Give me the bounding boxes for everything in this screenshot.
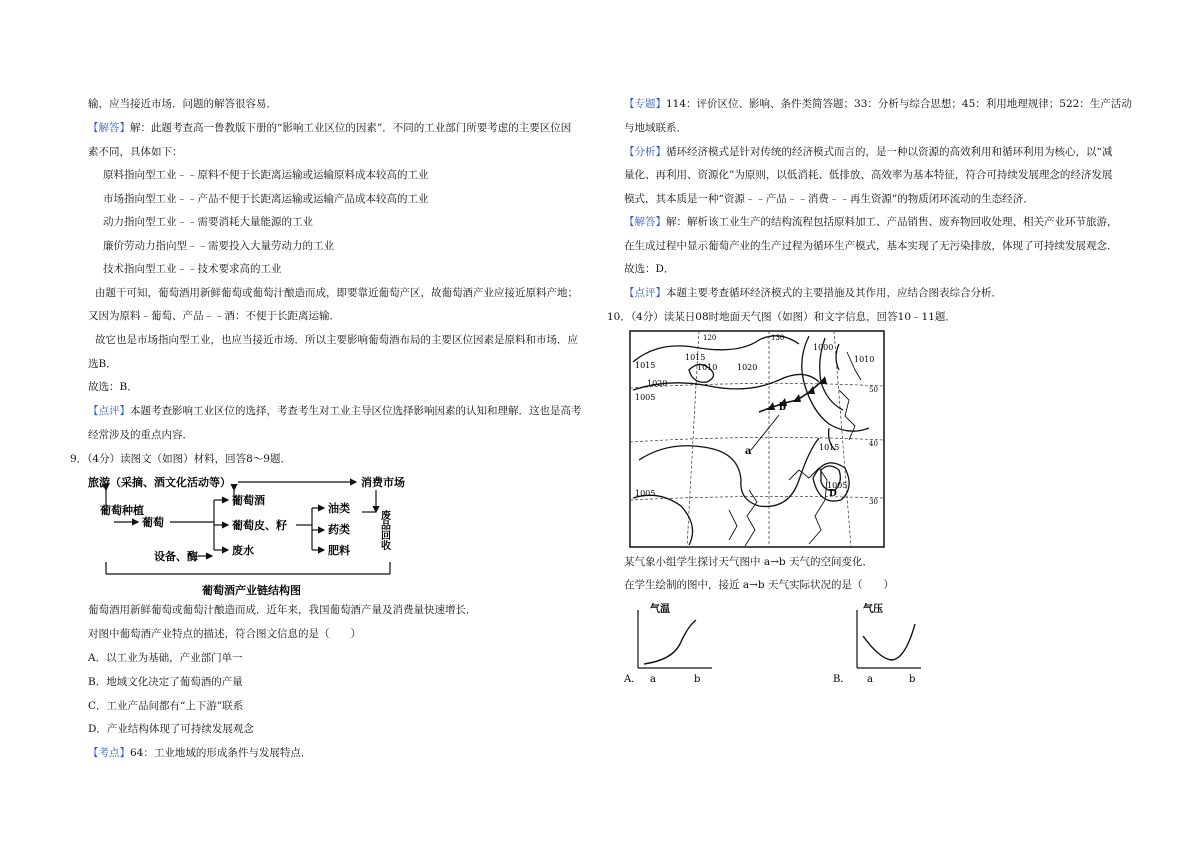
text-line: 量化、再利用、资源化”为原则，以低消耗、低排放、高效率为基本特征，符合可持续发展理念的经济发展 xyxy=(624,169,1113,181)
jieda-tag: 【解答】 xyxy=(624,216,666,228)
map-point-a: a xyxy=(745,446,752,457)
text-line: 经常涉及的重点内容． xyxy=(88,429,193,441)
kaodian-tag: 【考点】 xyxy=(88,747,130,759)
map-label: 1020 xyxy=(647,379,668,388)
text-line: 素不同，具体如下： xyxy=(88,146,183,158)
map-label: 1010 xyxy=(854,355,875,364)
q9-option-d: D．产业结构体现了可持续发展观念 xyxy=(88,723,254,735)
fenxi-tag: 【分析】 xyxy=(624,146,666,158)
text-line: 又因为原料﹣葡萄、产品﹣﹣酒：不便于长距离运输． xyxy=(88,310,340,322)
jieda-text: 解：解析该工业生产的结构流程包括原料加工、产品销售、废弃物回收处理、相关产业环节旅游， xyxy=(666,216,1118,228)
zhuanti-text: 114：评价区位、影响、条件类简答题；33：分析与综合思想；45：利用地理规律；522：生产活动 xyxy=(666,98,1132,110)
map-center-d: D xyxy=(829,489,837,499)
recycle-label: 废品回收 xyxy=(378,510,390,550)
text-line: 在生成过程中显示葡萄产业的生产过程为循环生产模式，基本实现了无污染排放，体现了可持续发展观念． xyxy=(624,240,1118,252)
zhuanti-line xyxy=(624,97,1132,111)
text-line: 与地域联系． xyxy=(624,122,687,134)
graph-a-x2: b xyxy=(694,674,701,685)
planting-label: 葡萄种植 xyxy=(100,504,144,517)
graph-b-ylabel: 气压 xyxy=(863,604,883,615)
map-label: 30 xyxy=(869,498,878,506)
diagram-tourism: 旅游（采摘、酒文化活动等） xyxy=(88,476,231,489)
diagram-equipment: 设备、酶 xyxy=(154,550,198,563)
answer-line xyxy=(88,121,571,135)
text-line: 原料指向型工业﹣﹣原料不便于长距离运输或运输原料成本较高的工业 xyxy=(103,169,429,181)
map-point-b: b xyxy=(779,402,786,413)
text-line: 市场指向型工业﹣﹣产品不便于长距离运输或运输产品成本较高的工业 xyxy=(103,193,429,205)
diagram-planting xyxy=(100,503,144,517)
diagram-wine: 葡萄酒 xyxy=(232,494,265,507)
map-label: 1015 xyxy=(819,443,840,452)
text-line: 故选：B． xyxy=(88,381,138,393)
text-line: 故选：D． xyxy=(624,263,675,275)
graph-b-pressure xyxy=(829,600,929,688)
diagram-oil: 油类 xyxy=(328,502,350,515)
q9-option-c: C．工业产品间都有“上下游”联系 xyxy=(88,700,244,712)
text-line: 故它也是市场指向型工业，也应当接近市场．所以主要影响葡萄酒布局的主要区位因素是原料和市场．应 xyxy=(95,334,578,346)
fenxi-text: 循环经济模式是针对传统的经济模式而言的，是一种以资源的高效利用和循环利用为核心，以“减 xyxy=(666,146,1113,158)
text-line: 输，应当接近市场．问题的解答很容易． xyxy=(88,98,277,110)
q9-option-b: B．地域文化决定了葡萄酒的产量 xyxy=(88,676,243,688)
q9-line: 对图中葡萄酒产业特点的描述，符合图文信息的是（ ） xyxy=(88,628,361,640)
map-label: 130 xyxy=(771,334,785,342)
q9-option-a: A．以工业为基础，产业部门单一 xyxy=(88,652,243,664)
map-label: 40 xyxy=(869,440,878,448)
surface-weather-map xyxy=(629,330,885,548)
map-label: 1005 xyxy=(635,393,656,402)
diagram-fertilizer: 肥料 xyxy=(328,544,350,557)
question-10-title: 10．（4分）读某日08时地面天气图（如图）和文字信息，回答10﹣11题． xyxy=(607,311,956,323)
diagram-skin-seed: 葡萄皮、籽 xyxy=(232,519,287,532)
zhuanti-tag: 【专题】 xyxy=(624,98,666,110)
after-map-line: 在学生绘制的图中，接近 a→b 天气实际状况的是（ ） xyxy=(624,579,894,591)
graph-a-option: A． xyxy=(624,674,642,685)
answer-text: 解：此题考查高一鲁教版下册的“影响工业区位的因素”．不同的工业部门所要考虑的主要区位因 xyxy=(130,122,572,134)
graph-a-x1: a xyxy=(650,674,656,685)
fenxi-line xyxy=(624,145,1112,159)
map-label: 1015 xyxy=(635,361,656,370)
jieda-line xyxy=(624,215,1118,229)
graph-a-ylabel: 气温 xyxy=(650,604,670,615)
map-label: 1005 xyxy=(635,489,656,498)
q9-line: 葡萄酒用新鲜葡萄或葡萄汁酿造而成．近年来，我国葡萄酒产量及消费量快速增长． xyxy=(88,604,477,616)
dianping-line xyxy=(624,286,1002,300)
map-label: 1015 xyxy=(685,353,706,362)
diagram-market: 消费市场 xyxy=(361,476,405,489)
text-line: 模式，其本质是一种“资源﹣﹣产品﹣﹣消费﹣﹣再生资源”的物质闭环流动的生态经济． xyxy=(624,193,1034,205)
text-line: 动力指向型工业﹣﹣需要消耗大量能源的工业 xyxy=(103,216,313,228)
kaodian-line xyxy=(88,746,311,760)
map-label: 1020 xyxy=(737,363,758,372)
question-9-title: 9．（4分）读图文（如图）材料，回答8～9题． xyxy=(70,453,291,465)
graph-b-x2: b xyxy=(909,674,916,685)
diagram-recycle xyxy=(379,509,391,551)
map-label: 120 xyxy=(703,334,717,342)
text-line: 选B． xyxy=(88,358,117,370)
comment-line xyxy=(88,404,582,418)
diagram-waste-water: 废水 xyxy=(232,544,254,557)
after-map-line: 某气象小组学生探讨天气图中 a→b 天气的空间变化． xyxy=(624,556,873,568)
graph-b-x1: a xyxy=(867,674,873,685)
graph-b-option: B． xyxy=(833,674,851,685)
comment-text: 本题考查影响工业区位的选择，考查考生对工业主导区位选择影响因素的认知和理解．这也是高考 xyxy=(130,405,582,417)
text-line: 廉价劳动力指向型﹣﹣需要投入大量劳动力的工业 xyxy=(103,240,334,252)
dianping-tag: 【点评】 xyxy=(624,287,666,299)
wine-industry-chain-diagram xyxy=(86,470,426,600)
answer-tag: 【解答】 xyxy=(88,122,130,134)
map-label: 50 xyxy=(869,386,878,394)
map-label: 1000 xyxy=(813,343,834,352)
text-line: 由题干可知，葡萄酒用新鲜葡萄或葡萄汁酿造而成，即要靠近葡萄产区，故葡萄酒产业应接近原料产地； xyxy=(95,287,578,299)
comment-tag: 【点评】 xyxy=(88,405,130,417)
map-label: 1005 xyxy=(827,481,848,490)
kaodian-text: 64：工业地域的形成条件与发展特点． xyxy=(130,747,312,759)
diagram-caption: 葡萄酒产业链结构图 xyxy=(202,584,301,597)
dianping-text: 本题主要考查循环经济模式的主要措施及其作用，应结合图表综合分析． xyxy=(666,287,1002,299)
graph-a-temperature xyxy=(620,600,720,688)
diagram-medicine: 药类 xyxy=(328,523,350,536)
map-label: 1010 xyxy=(697,363,718,372)
text-line: 技术指向型工业﹣﹣技术要求高的工业 xyxy=(103,263,282,275)
diagram-grape: 葡萄 xyxy=(142,516,164,529)
